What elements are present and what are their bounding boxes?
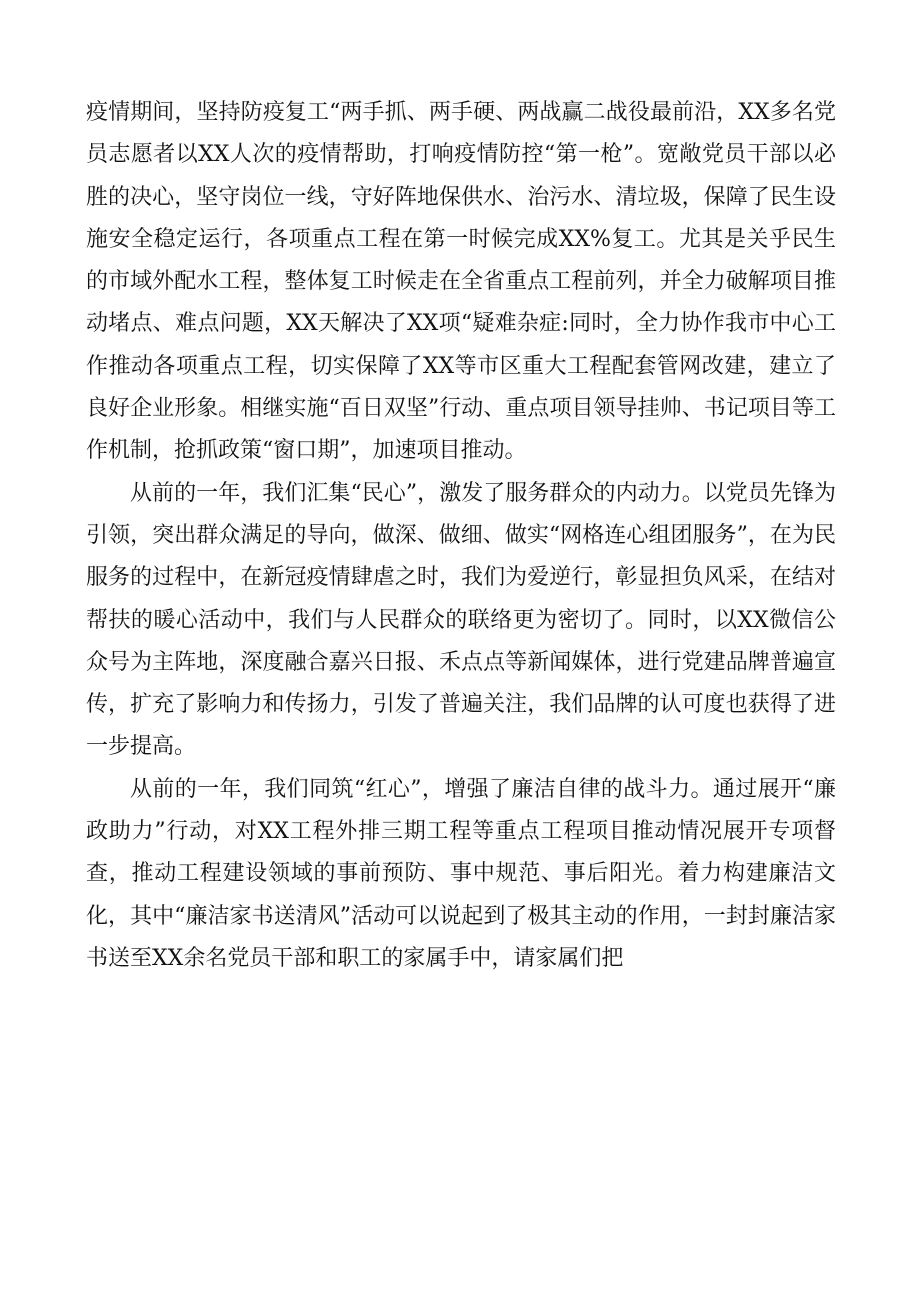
document-body xyxy=(86,92,836,980)
paragraph-1: 疫情期间，坚持防疫复工“两手抓、两手硬、两战赢二战役最前沿，XX多名党员志愿者以XX人次的疫情帮助，打响疫情防控“第一枪”。宽敞党员干部以必胜的决心，坚守岗位一线，守好阵地保供水、治污水、清垃圾，保障了民生设施安全稳定运行，各项重点工程在第一时候完成XX%复工。尤其是关乎民生的市域外配水工程，整体复工时候走在全省重点工程前列，并全力破解项目推动堵点、难点问题，XX天解决了XX项“疑难杂症:同时，全力协作我市中心工作推动各项重点工程，切实保障了XX等市区重大工程配套管网改建，建立了良好企业形象。相继实施“百日双坚”行动、重点项目领导挂帅、书记项目等工作机制，抢抓政策“窗口期”，加速项目推动。 xyxy=(86,100,836,464)
paragraph-3: 从前的一年，我们同筑“红心”，增强了廉洁自律的战斗力。通过展开“廉政助力”行动，对XX工程外排三期工程等重点工程项目推动情况展开专项督查，推动工程建设领域的事前预防、事中规范、事后阳光。着力构建廉洁文化，其中“廉洁家书送清风”活动可以说起到了极其主动的作用，一封封廉洁家书送至XX余名党员干部和职工的家属手中，请家属们把 xyxy=(86,776,836,971)
paragraph-2: 从前的一年，我们汇集“民心”，激发了服务群众的内动力。以党员先锋为引领，突出群众满足的导向，做深、做细、做实“网格连心组团服务”，在为民服务的过程中，在新冠疫情肆虐之时，我们为爱逆行，彰显担负风采，在结对帮扶的暖心活动中，我们与人民群众的联络更为密切了。同时，以XX微信公众号为主阵地，深度融合嘉兴日报、禾点点等新闻媒体，进行党建品牌普遍宣传，扩充了影响力和传扬力，引发了普遍关注，我们品牌的认可度也获得了进一步提高。 xyxy=(86,480,836,760)
